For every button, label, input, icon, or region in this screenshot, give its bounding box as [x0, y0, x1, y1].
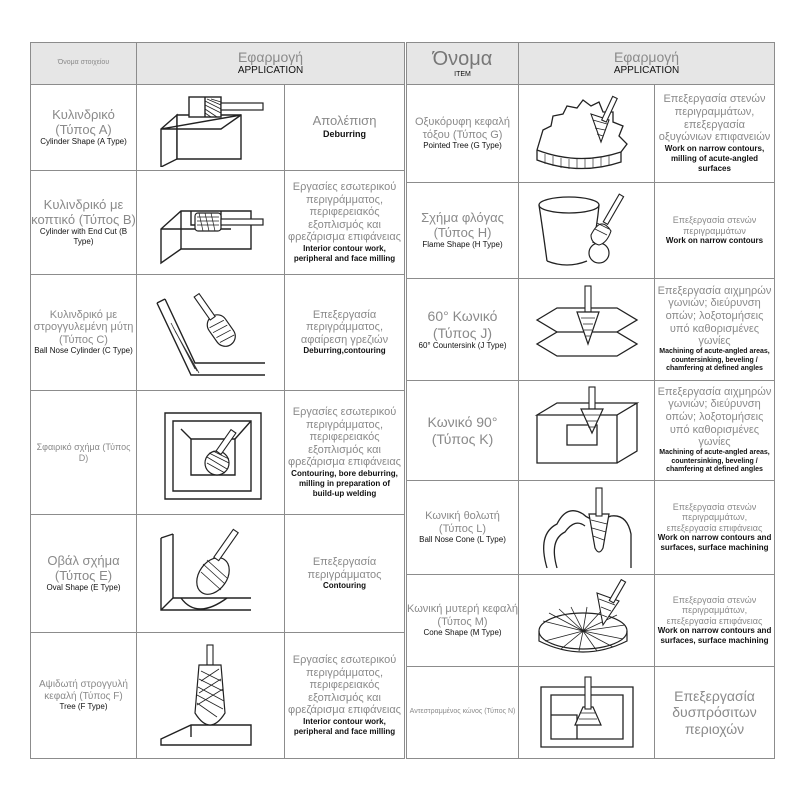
- application-cell: [285, 171, 405, 275]
- application-en: Deburring,contouring: [303, 346, 386, 356]
- item-name-gr: Αψιδωτή στρογγυλή κεφαλή (Τύπος F): [39, 679, 128, 702]
- item-name-gr: Κωνική μυτερή κεφαλή (Τύπος M): [407, 602, 518, 628]
- application-en: Contouring, bore deburring, milling in preparation of build-up welding: [291, 469, 398, 499]
- application-en: Work on narrow contours, milling of acute-angled surfaces: [664, 143, 765, 173]
- table-row: [407, 481, 775, 575]
- item-name-gr: Οβάλ σχήμα (Τύπος E): [47, 552, 120, 583]
- oval-burr-illustration: [151, 524, 271, 624]
- application-gr: Εργασίες εσωτερικού περιγράμματος, περιφερειακός εξοπλισμός και φρεζάρισμα επιφάνειας: [288, 405, 401, 469]
- application-cell: [285, 515, 405, 633]
- table-row: [407, 279, 775, 381]
- countersink-60-illustration: [527, 282, 647, 378]
- illustration-cell: [137, 85, 285, 171]
- item-name-en: Cylinder Shape (A Type): [40, 137, 127, 147]
- table-row: [407, 381, 775, 481]
- item-name-en: Pointed Tree (G Type): [423, 141, 502, 151]
- application-en: Contouring: [322, 581, 367, 591]
- table-row: [407, 575, 775, 667]
- illustration-cell: [137, 391, 285, 515]
- flame-burr-illustration: [527, 187, 647, 275]
- application-en: Work on narrow contours and surfaces, surface machining: [657, 533, 772, 553]
- application-en: Work on narrow contours: [665, 235, 764, 245]
- illustration-cell: [137, 515, 285, 633]
- illustration-cell: [519, 575, 655, 667]
- right-header-name: [407, 43, 519, 85]
- application-gr: Επεξεργασία στενών περιγραμμάτων, επεξεργασία επιφάνειας: [666, 501, 763, 533]
- item-name-gr: Σχήμα φλόγας (Τύπος H): [421, 209, 504, 240]
- illustration-cell: [519, 183, 655, 279]
- application-cell: [655, 381, 775, 481]
- countersink-90-illustration: [527, 385, 647, 477]
- pointed-tree-burr-illustration: [527, 90, 647, 178]
- ball-nose-cylinder-illustration: [151, 283, 271, 383]
- application-en: Machining of acute-angled areas, countersinking, beveling / chamfering at defined angles: [659, 347, 770, 373]
- cylinder-burr-illustration: [151, 89, 271, 167]
- application-gr: Επεξεργασία αιχμηρών γωνιών; διεύρυνση οπών; λοξοτομήσεις υπό καθορισμένες γωνίες: [657, 284, 772, 348]
- ball-nose-cone-illustration: [527, 484, 647, 572]
- application-en: Interior contour work, peripheral and face milling: [293, 717, 396, 737]
- item-name-cell: [31, 275, 137, 391]
- application-gr: Εργασίες εσωτερικού περιγράμματος, περιφερειακός εξοπλισμός και φρεζάρισμα επιφάνειας: [288, 180, 401, 244]
- application-gr: Επεξεργασία αιχμηρών γωνιών; διεύρυνση οπών; λοξοτομήσεις υπό καθορισμένες γωνίες: [657, 385, 772, 449]
- item-name-gr: Κυλινδρικό (Τύπος Α): [52, 106, 115, 137]
- table-row: [31, 633, 405, 759]
- application-cell: [285, 275, 405, 391]
- application-cell: [285, 85, 405, 171]
- item-name-cell: [31, 85, 137, 171]
- application-en: Work on narrow contours and surfaces, surface machining: [657, 626, 772, 646]
- table-row: [407, 183, 775, 279]
- inverted-cone-illustration: [527, 671, 647, 755]
- left-header-app-gr: Εφαρμογή: [237, 49, 304, 66]
- right-header-app-en: APPLICATION: [613, 65, 680, 77]
- application-gr: Επεξεργασία περιγράμματος, αφαίρεση γρεζιών: [300, 308, 389, 346]
- item-name-en: Cone Shape (M Type): [423, 628, 502, 638]
- application-cell: [285, 633, 405, 759]
- application-en: Interior contour work, peripheral and face milling: [293, 244, 396, 264]
- item-name-gr: Σφαιρικό σχήμα (Τύπος D): [36, 442, 131, 463]
- application-gr: Επεξεργασία στενών περιγραμμάτων, επεξεργασία επιφάνειας: [666, 594, 763, 626]
- illustration-cell: [519, 279, 655, 381]
- item-name-en: Oval Shape (E Type): [46, 583, 121, 593]
- application-gr: Εργασίες εσωτερικού περιγράμματος, περιφερειακός εξοπλισμός και φρεζάρισμα επιφάνειας: [288, 653, 401, 717]
- illustration-cell: [519, 667, 655, 759]
- illustration-cell: [519, 85, 655, 183]
- item-name-gr: 60° Κωνικό (Τύπος J): [427, 308, 498, 341]
- application-cell: [655, 667, 775, 759]
- right-burr-table: [406, 42, 775, 759]
- application-cell: [655, 481, 775, 575]
- table-row: [31, 275, 405, 391]
- item-name-gr: Κωνική θολωτή (Τύπος L): [425, 509, 500, 535]
- illustration-cell: [137, 633, 285, 759]
- item-name-en: Tree (F Type): [59, 702, 108, 711]
- right-header-application: [519, 43, 775, 85]
- tree-burr-illustration: [151, 641, 271, 751]
- application-gr: Επεξεργασία περιγράμματος: [307, 555, 382, 581]
- application-en: Machining of acute-angled areas, countersinking, beveling / chamfering at defined angles: [659, 448, 770, 474]
- table-row: [31, 85, 405, 171]
- application-cell: [655, 183, 775, 279]
- right-header-name-gr: Όνομα: [432, 47, 493, 70]
- item-name-cell: [407, 85, 519, 183]
- item-name-cell: [407, 575, 519, 667]
- table-row: [31, 391, 405, 515]
- table-row: [407, 667, 775, 759]
- item-name-gr: Κυλινδρικό με στρογγυλεμένη μύτη (Τύπος C): [33, 308, 134, 346]
- item-name-gr: Κωνικό 90° (Τύπος K): [427, 414, 498, 447]
- item-name-gr: Οξυκόρυφη κεφαλή τόξου (Τύπος G): [414, 115, 511, 141]
- illustration-cell: [137, 275, 285, 391]
- item-name-cell: [407, 279, 519, 381]
- item-name-cell: [407, 381, 519, 481]
- application-cell: [655, 575, 775, 667]
- item-name-en: Ball Nose Cylinder (C Type): [34, 346, 133, 356]
- left-header-row: [31, 43, 405, 85]
- application-en: Deburring: [323, 129, 367, 140]
- left-header-name: [31, 43, 137, 85]
- item-name-en: 60° Countersink (J Type): [418, 340, 507, 350]
- item-name-cell: [407, 183, 519, 279]
- item-name-en: Flame Shape (H Type): [422, 240, 503, 250]
- item-name-en: Cylinder with End Cut (B Type): [39, 227, 128, 247]
- cone-burr-illustration: [527, 579, 647, 663]
- right-header-app-gr: Εφαρμογή: [613, 49, 680, 66]
- left-header-app-en: APPLICATION: [237, 65, 304, 77]
- item-name-en: Ball Nose Cone (L Type): [419, 535, 506, 545]
- item-name-gr: Κυλινδρικό με κοπτικό (Τύπος B): [31, 196, 136, 227]
- application-gr: Απολέπιση: [312, 113, 377, 129]
- item-name-cell: [31, 391, 137, 515]
- application-cell: [285, 391, 405, 515]
- item-name-cell: [407, 667, 519, 759]
- table-row: [407, 85, 775, 183]
- item-name-cell: [31, 171, 137, 275]
- application-gr: Επεξεργασία στενών περιγραμμάτων: [672, 215, 757, 236]
- end-cut-burr-illustration: [151, 179, 271, 267]
- ball-burr-illustration: [151, 399, 271, 507]
- application-cell: [655, 279, 775, 381]
- left-header-name-gr: Όνομα στοιχείου: [57, 59, 110, 67]
- item-name-cell: [31, 515, 137, 633]
- item-name-cell: [407, 481, 519, 575]
- application-gr: Επεξεργασία στενών περιγραμμάτων, επεξεργασία οξυγώνιων επιφανειών: [658, 93, 771, 144]
- item-name-cell: [31, 633, 137, 759]
- item-name-gr: Αντεστραμμένος κώνος (Τύπος N): [409, 708, 516, 716]
- left-header-application: [137, 43, 405, 85]
- application-cell: [655, 85, 775, 183]
- table-row: [31, 171, 405, 275]
- illustration-cell: [519, 381, 655, 481]
- illustration-cell: [137, 171, 285, 275]
- right-header-name-en: ITEM: [454, 70, 471, 78]
- application-gr: Επεξεργασία δυσπρόσιτων περιοχών: [672, 688, 757, 737]
- left-burr-table: [30, 42, 405, 759]
- right-header-row: [407, 43, 775, 85]
- table-row: [31, 515, 405, 633]
- illustration-cell: [519, 481, 655, 575]
